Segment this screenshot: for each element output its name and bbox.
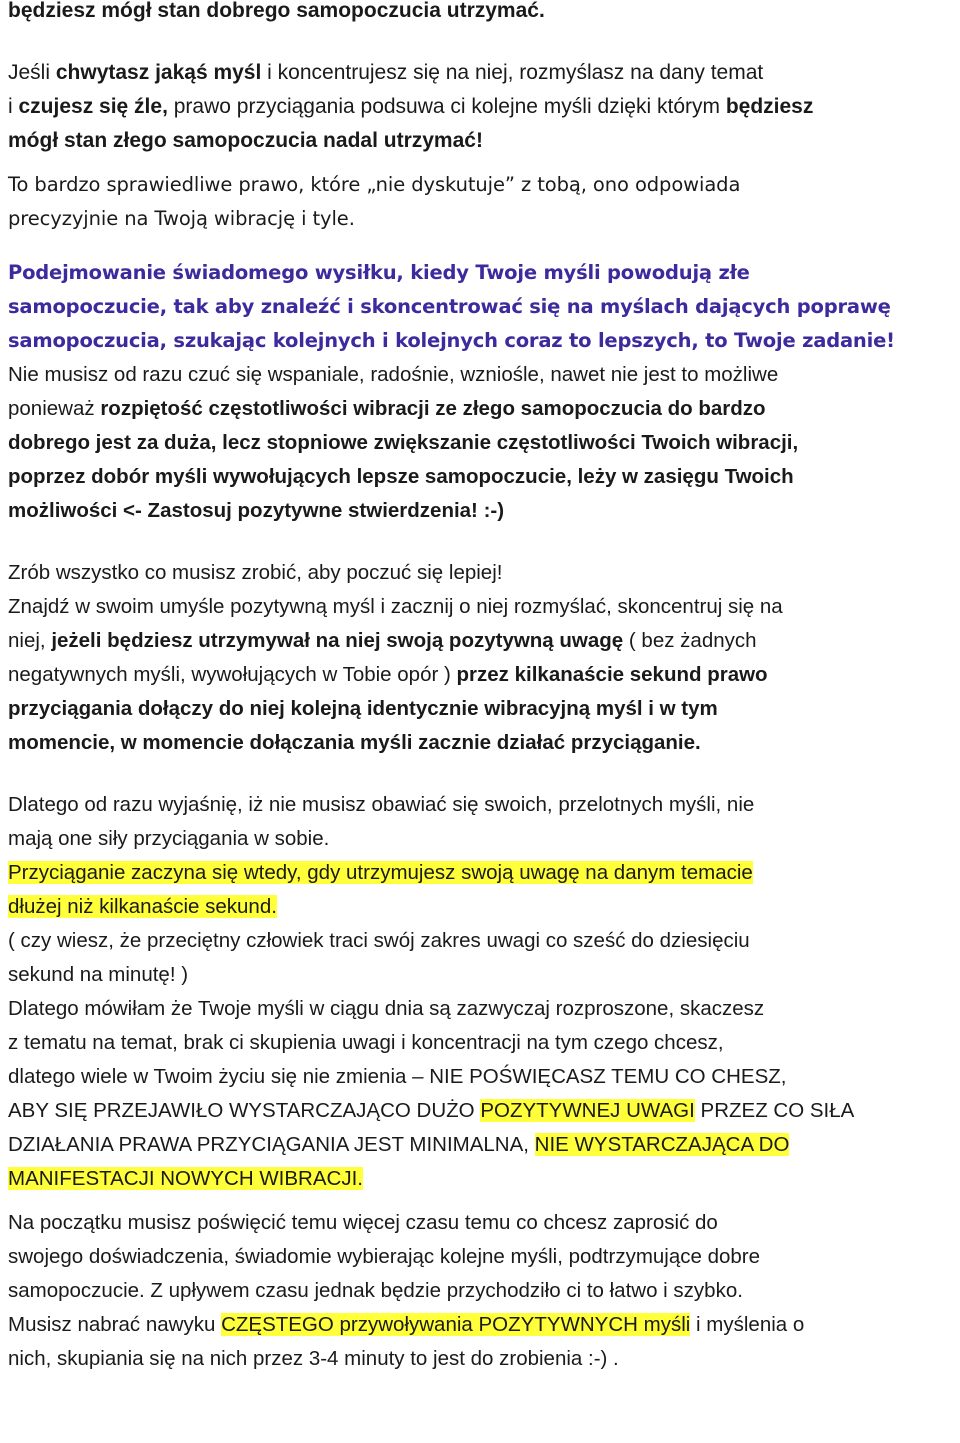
spacer xyxy=(8,236,952,256)
bold-text: będziesz xyxy=(725,95,814,118)
paragraph-7-line-6: sekund na minutę! ) xyxy=(8,963,189,986)
paragraph-5-line-2 xyxy=(8,392,952,426)
text: DZIAŁANIA PRAWA PRZYCIĄGANIA JEST MINIMALNA, xyxy=(8,1133,535,1156)
bold-text: będziesz mógł stan dobrego samopoczucia utrzymać. xyxy=(8,0,545,22)
paragraph-3-line-2: precyzyjnie na Twoją wibrację i tyle. xyxy=(8,207,355,230)
spacer xyxy=(8,1196,952,1206)
paragraph-8-line-1: Na początku musisz poświęcić temu więcej czasu temu co chcesz zaprosić do xyxy=(8,1211,718,1234)
bold-text: przyciągania dołączy do niej kolejną identycznie wibracyjną myśl i w tym xyxy=(8,697,718,720)
text: PRZEZ CO SIŁA xyxy=(694,1099,855,1122)
paragraph-6-line-5 xyxy=(8,692,952,726)
paragraph-2-line-1 xyxy=(8,56,952,90)
paragraph-6-line-2: Znajdź w swoim umyśle pozytywną myśl i zacznij o niej rozmyślać, skoncentruj się na xyxy=(8,595,783,618)
highlighted-text: Przyciąganie zaczyna się wtedy, gdy utrzymujesz swoją uwagę na danym temacie xyxy=(8,861,753,884)
text: Musisz nabrać nawyku xyxy=(8,1313,222,1336)
bold-text: czujesz się źle, xyxy=(18,95,168,118)
paragraph-6-line-4 xyxy=(8,658,952,692)
paragraph-6-line-1: Zrób wszystko co musisz zrobić, aby poczuć się lepiej! xyxy=(8,561,503,584)
highlighted-text: MANIFESTACJI NOWYCH WIBRACJI. xyxy=(8,1167,363,1190)
paragraph-4-line-1: Podejmowanie świadomego wysiłku, kiedy Twoje myśli powodują złe xyxy=(8,261,750,284)
paragraph-7-line-4 xyxy=(8,890,952,924)
paragraph-7-line-7: Dlatego mówiłam że Twoje myśli w ciągu dnia są zazwyczaj rozproszone, skaczesz xyxy=(8,997,765,1020)
paragraph-7-line-12 xyxy=(8,1162,952,1196)
text: ponieważ xyxy=(8,397,101,420)
spacer xyxy=(8,760,952,788)
spacer xyxy=(8,158,952,168)
bold-text: jeżeli będziesz utrzymywał na niej swoją pozytywną uwagę xyxy=(51,629,624,652)
paragraph-6-line-3 xyxy=(8,624,952,658)
text: negatywnych myśli, wywołujących w Tobie opór ) xyxy=(8,663,457,686)
paragraph-2-line-2 xyxy=(8,90,952,124)
paragraph-7-line-3 xyxy=(8,856,952,890)
text: i koncentrujesz się na niej, rozmyślasz na dany temat xyxy=(261,61,764,84)
bold-text: chwytasz jakąś myśl xyxy=(55,61,262,84)
paragraph-5-line-1: Nie musisz od razu czuć się wspaniale, radośnie, wzniośle, nawet nie jest to możliwe xyxy=(8,363,779,386)
paragraph-8-line-3: samopoczucie. Z upływem czasu jednak będzie przychodziło ci to łatwo i szybko. xyxy=(8,1279,743,1302)
paragraph-3-line-1: To bardzo sprawiedliwe prawo, które „nie dyskutuje” z tobą, ono odpowiada xyxy=(8,173,741,196)
highlighted-text: NIE WYSTARCZAJĄCA DO xyxy=(534,1133,790,1156)
bold-text: mógł stan złego samopoczucia nadal utrzymać! xyxy=(8,129,483,152)
paragraph-5-line-4 xyxy=(8,460,952,494)
spacer xyxy=(8,28,952,56)
text: ABY SIĘ PRZEJAWIŁO WYSTARCZAJĄCO DUŻO xyxy=(8,1099,481,1122)
paragraph-6-line-6 xyxy=(8,726,952,760)
paragraph-8-line-2: swojego doświadczenia, świadomie wybierając kolejne myśli, podtrzymujące dobre xyxy=(8,1245,761,1268)
bold-text: możliwości <- Zastosuj pozytywne stwierdzenia! :-) xyxy=(8,499,505,522)
paragraph-7-line-10 xyxy=(8,1094,952,1128)
paragraph-7-line-2: mają one siły przyciągania w sobie. xyxy=(8,827,330,850)
text: ( bez żadnych xyxy=(623,629,757,652)
paragraph-2-line-3 xyxy=(8,124,952,158)
paragraph-4-line-3: samopoczucia, szukając kolejnych i kolejnych coraz to lepszych, to Twoje zadanie! xyxy=(8,329,895,352)
highlighted-text: CZĘSTEGO przywoływania POZYTYWNYCH myśli xyxy=(221,1313,691,1336)
bold-text: przez kilkanaście sekund prawo xyxy=(456,663,768,686)
bold-text: momencie, w momencie dołączania myśli zacznie działać przyciąganie. xyxy=(8,731,701,754)
text: Jeśli xyxy=(8,61,56,84)
bold-text: rozpiętość częstotliwości wibracji ze złego samopoczucia do bardzo xyxy=(100,397,766,420)
paragraph-7-line-1: Dlatego od razu wyjaśnię, iż nie musisz obawiać się swoich, przelotnych myśli, nie xyxy=(8,793,755,816)
text: prawo przyciągania podsuwa ci kolejne myśli dzięki którym xyxy=(167,95,726,118)
paragraph-5-line-5 xyxy=(8,494,952,528)
paragraph-5-line-3 xyxy=(8,426,952,460)
text: i myślenia o xyxy=(690,1313,805,1336)
bold-text: dobrego jest za duża, lecz stopniowe zwiększanie częstotliwości Twoich wibracji, xyxy=(8,431,799,454)
paragraph-7-line-8: z tematu na temat, brak ci skupienia uwagi i koncentracji na tym czego chcesz, xyxy=(8,1031,724,1054)
paragraph-7-line-5: ( czy wiesz, że przeciętny człowiek traci swój zakres uwagi co sześć do dziesięciu xyxy=(8,929,750,952)
paragraph-4-line-2: samopoczucie, tak aby znaleźć i skoncentrować się na myślach dających poprawę xyxy=(8,295,891,318)
text: niej, xyxy=(8,629,52,652)
spacer xyxy=(8,528,952,556)
bold-text: poprzez dobór myśli wywołujących lepsze samopoczucie, leży w zasięgu Twoich xyxy=(8,465,794,488)
paragraph-8-line-5: nich, skupiania się na nich przez 3-4 minuty to jest do zrobienia :-) . xyxy=(8,1347,619,1370)
highlighted-text: POZYTYWNEJ UWAGI xyxy=(480,1099,695,1122)
highlighted-text: dłużej niż kilkanaście sekund. xyxy=(8,895,277,918)
paragraph-7-line-9: dlatego wiele w Twoim życiu się nie zmienia – NIE POŚWIĘCASZ TEMU CO CHESZ, xyxy=(8,1065,787,1088)
text: i xyxy=(8,95,19,118)
paragraph-8-line-4 xyxy=(8,1308,952,1342)
paragraph-7-line-11 xyxy=(8,1128,952,1162)
paragraph-1-line-1 xyxy=(8,0,952,28)
